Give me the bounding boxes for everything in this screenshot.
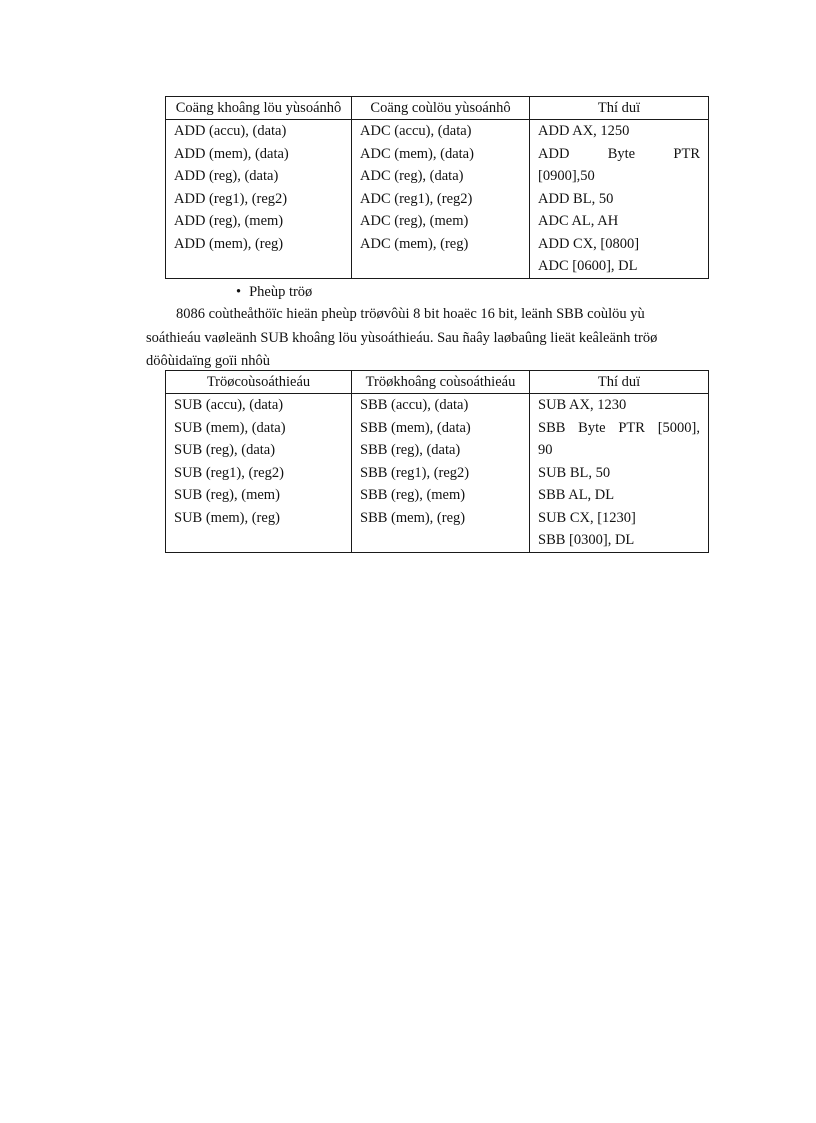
column-header: Thí duï [530, 97, 709, 120]
instruction-form: ADD (accu), (data) [174, 123, 287, 139]
example-line: ADD CX, [0800] [538, 235, 640, 252]
example-line: 90 [538, 442, 553, 458]
instruction-form: SUB (reg), (data) [174, 442, 276, 458]
column-header: Tröøcoùsoáthieáu [166, 371, 352, 394]
instruction-form: ADC (reg), (mem) [360, 213, 469, 229]
table-cell-examples [530, 394, 709, 553]
instruction-form: SUB (mem), (data) [174, 419, 286, 436]
instruction-form: ADD (mem), (reg) [174, 235, 284, 252]
column-header: Thí duï [530, 371, 709, 394]
table-row [166, 120, 709, 279]
example-line: SUB CX, [1230] [538, 509, 636, 526]
instruction-form: SBB (reg1), (reg2) [360, 464, 470, 481]
table-header-row [166, 371, 709, 394]
table-row [166, 394, 709, 553]
instruction-form: ADC (mem), (reg) [360, 235, 469, 252]
table-cell-sub-forms [166, 394, 352, 553]
instruction-form: SBB (reg), (mem) [360, 487, 466, 503]
example-line: SUB AX, 1230 [538, 397, 627, 413]
instruction-form: SBB (mem), (data) [360, 419, 471, 436]
instruction-form: ADD (reg), (mem) [174, 213, 284, 229]
section-bullet [236, 282, 312, 302]
example-line: ADD BL, 50 [538, 190, 614, 207]
instruction-form: ADD (reg), (data) [174, 168, 279, 184]
column-header: Coäng khoâng löu yùsoánhô [166, 97, 352, 120]
instruction-form: ADC (reg1), (reg2) [360, 190, 473, 207]
paragraph-line: 8086 coùtheåthöïc hieän pheùp tröøvôùi 8 bit hoaëc 16 bit, leänh SBB coùlöu yù [176, 306, 645, 322]
column-header: Tröøkhoâng coùsoáthieáu [352, 371, 530, 394]
example-line: ADC AL, AH [538, 213, 619, 229]
paragraph-line: döôùidaïng goïi nhôù [146, 353, 271, 369]
instruction-form: SUB (accu), (data) [174, 397, 284, 413]
instruction-form: SBB (accu), (data) [360, 397, 469, 413]
table-cell-adc-forms [352, 120, 530, 279]
instruction-form: ADC (mem), (data) [360, 145, 474, 162]
example-line: ADC [0600], DL [538, 258, 638, 274]
subtraction-instructions-table [165, 370, 709, 553]
example-line: SUB BL, 50 [538, 464, 611, 481]
paragraph-line: soáthieáu vaøleänh SUB khoâng löu yùsoáthieáu. Sau ñaây laøbaûng lieät keâleänh tröø [146, 330, 658, 346]
example-line: ADD AX, 1250 [538, 123, 630, 139]
instruction-form: SBB (mem), (reg) [360, 509, 466, 526]
example-line: SBB AL, DL [538, 487, 615, 503]
section-heading: Pheùp tröø [249, 284, 313, 300]
instruction-form: SUB (reg1), (reg2) [174, 464, 284, 481]
instruction-form: ADD (reg1), (reg2) [174, 190, 288, 207]
bullet-icon: • [236, 284, 242, 300]
example-line: [0900],50 [538, 168, 595, 184]
instruction-form: ADC (accu), (data) [360, 123, 472, 139]
instruction-form: ADC (reg), (data) [360, 168, 464, 184]
instruction-form: SUB (mem), (reg) [174, 509, 280, 526]
column-header: Coäng coùlöu yùsoánhô [352, 97, 530, 120]
table-cell-examples [530, 120, 709, 279]
instruction-form: ADD (mem), (data) [174, 145, 289, 162]
example-line: ADD Byte PTR [538, 145, 700, 162]
example-line: SBB [0300], DL [538, 532, 635, 548]
addition-instructions-table [165, 96, 709, 279]
table-cell-add-forms [166, 120, 352, 279]
table-header-row [166, 97, 709, 120]
example-line: SBB Byte PTR [5000], [538, 419, 700, 436]
instruction-form: SUB (reg), (mem) [174, 487, 280, 503]
table-cell-sbb-forms [352, 394, 530, 553]
instruction-form: SBB (reg), (data) [360, 442, 461, 458]
